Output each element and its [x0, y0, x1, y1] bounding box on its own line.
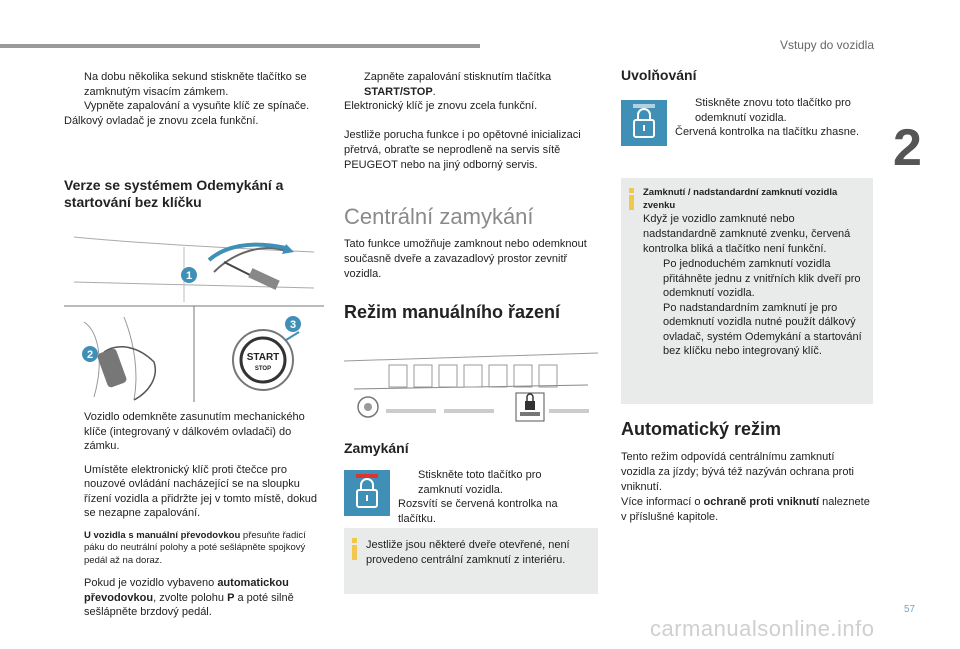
info-box: [621, 178, 873, 404]
section-heading: Verze se systémem Odemykání a startování bez klíčku: [64, 177, 284, 210]
paragraph: Více informací o ochraně proti vniknutí naleznete v příslušné kapitole.: [621, 496, 870, 523]
callout-2: [82, 346, 98, 362]
callout-1: [181, 267, 197, 283]
svg-text:3: 3: [289, 319, 297, 331]
info-box: [344, 528, 598, 594]
list-item: Po jednoduchém zamknutí vozidla přitáhněte jednu z vnitřních klik dveří pro odemknutí vozidla.: [663, 258, 861, 299]
paragraph: Tento režim odpovídá centrálnímu zamknutí vozidla za jízdy; bývá též nazýván ochrana proti vniknutí.: [621, 451, 854, 493]
list-item: Umístěte elektronický klíč proti čtečce pro nouzové ovládání nacházející se na sloupku řízení vozidla a přidržte jej v tomto místě, dokud se nezapne zapalování.: [84, 463, 317, 519]
info-content: [643, 187, 869, 359]
paragraph: Dálkový ovladač je znovu zcela funkční.: [64, 114, 259, 127]
paragraph: Elektronický klíč je znovu zcela funkční.: [344, 100, 538, 112]
list-item: Vozidlo odemkněte zasunutím mechanického klíče (integrovaný v dálkovém ovladači) do zámku.: [84, 411, 305, 452]
svg-text:1: 1: [185, 270, 193, 282]
unlock-button-icon: [621, 100, 667, 146]
list-item: Na dobu několika sekund stiskněte tlačítko se zamknutým visacím zámkem.: [84, 71, 307, 98]
list-item: Stiskněte toto tlačítko pro zamknutí vozidla.: [418, 469, 542, 496]
info-icon: [352, 538, 357, 560]
list-item: U vozidla s manuální převodovkou přesuňte řadicí páku do neutrální polohy a poté sešlápněte spojkový pedál až na doraz.: [84, 529, 306, 566]
col2-intro: [344, 70, 596, 173]
start-label: START: [246, 352, 280, 363]
col3-auto: [621, 450, 871, 525]
stop-label: STOP: [254, 366, 272, 372]
lock-text: [398, 468, 588, 527]
svg-text:2: 2: [86, 349, 94, 361]
lock-button-icon: [344, 470, 390, 516]
section-heading: Režim manuálního řazení: [344, 302, 561, 322]
section-title: Vstupy do vozidla: [779, 38, 874, 52]
list-item: Pokud je vozidlo vybaveno automatickou převodovkou, zvolte polohu P a poté silně sešlápněte brzdový pedál.: [84, 577, 294, 618]
header-rule: [0, 44, 480, 48]
paragraph: Červená kontrolka na tlačítku zhasne.: [675, 126, 860, 138]
chapter-number: 2: [893, 119, 922, 177]
paragraph: Jestliže porucha funkce i po opětovné inicializaci přetrvá, obraťte se neprodleně na servis sítě PEUGEOT nebo na jiný odborný servis.: [344, 129, 581, 171]
callout-3: [285, 316, 301, 332]
list-item: Po nadstandardním zamknutí je pro odemknutí vozidla nutné použít dálkový ovladač, systém Odemykání a startování bez klíčku nebo integrovaný klíč.: [663, 301, 862, 357]
info-icon: [629, 188, 634, 210]
col1-steps: [64, 410, 326, 620]
section-heading: Zamykání: [344, 440, 409, 456]
unlock-text: [675, 96, 875, 140]
info-title: Zamknutí / nadstandardní zamknutí vozidla zvenku: [643, 187, 838, 211]
watermark: carmanualsonline.info: [650, 616, 875, 641]
paragraph: Tato funkce umožňuje zamknout nebo odemknout současně dveře a zavazadlový prostor zevnitř vozidla.: [344, 238, 587, 280]
section-heading: Uvolňování: [621, 67, 697, 83]
list-item: Stiskněte znovu toto tlačítko pro odemknutí vozidla.: [695, 97, 851, 124]
section-heading: Centrální zamykání: [344, 204, 534, 229]
paragraph: Rozsvítí se červená kontrolka na tlačítku.: [398, 498, 558, 525]
console-illustration: [344, 351, 598, 425]
col1-intro: [64, 70, 324, 129]
page-number: 57: [904, 604, 916, 615]
keyless-illustration: [64, 222, 324, 402]
list-item: Vypněte zapalování a vysuňte klíč ze spínače.: [84, 100, 310, 112]
section-heading: Automatický režim: [621, 419, 782, 439]
list-item: Zapněte zapalování stisknutím tlačítka START/STOP.: [364, 71, 552, 98]
info-paragraph: Když je vozidlo zamknuté nebo nadstandardně zamknuté zvenku, červená kontrolka bliká a tlačítko není funkční.: [643, 213, 851, 255]
info-text: Jestliže jsou některé dveře otevřené, není provedeno centrální zamknutí z interiéru.: [366, 539, 570, 566]
